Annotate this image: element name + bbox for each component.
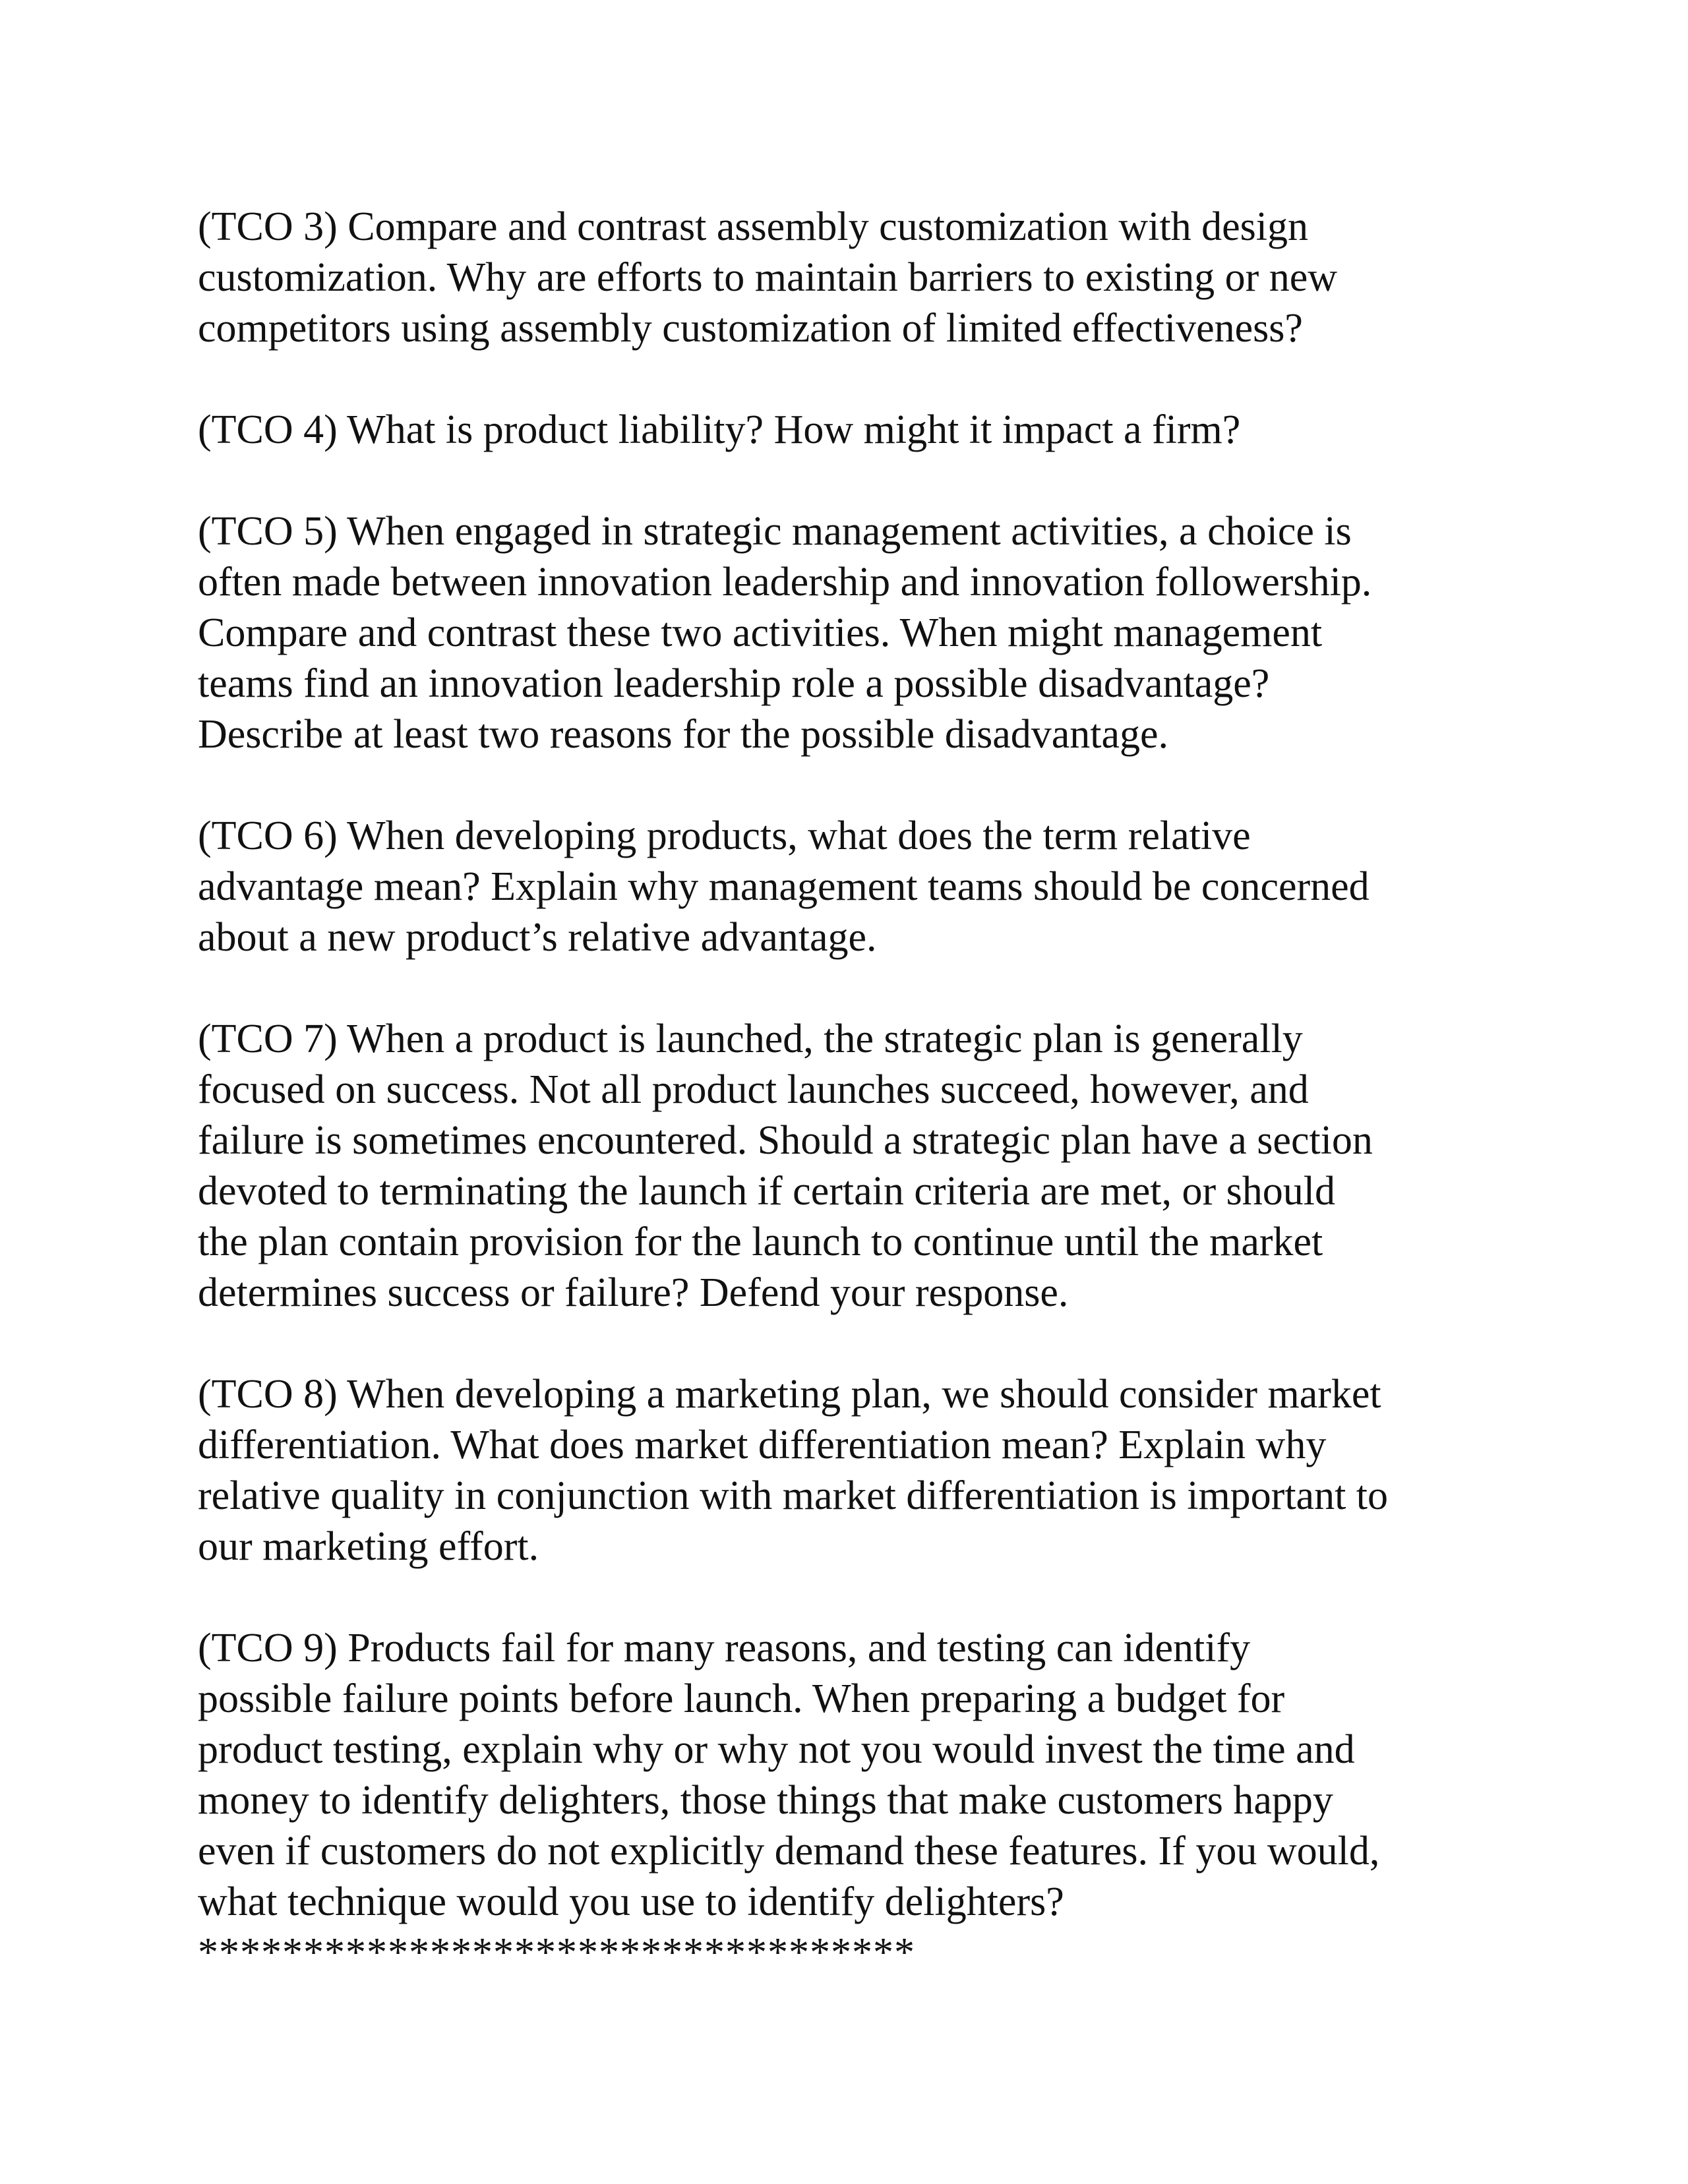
question-text — [198, 1369, 1517, 1572]
question-text — [198, 1014, 1517, 1318]
text-line: focused on success. Not all product launches succeed, however, and — [198, 1067, 1309, 1112]
text-line: our marketing effort. — [198, 1524, 539, 1569]
text-line: (TCO 8) When developing a marketing plan, we should consider market — [198, 1372, 1381, 1417]
question-text — [198, 811, 1517, 963]
document-body — [198, 202, 1517, 1978]
question-text — [198, 506, 1517, 760]
text-line: (TCO 5) When engaged in strategic management activities, a choice is — [198, 509, 1352, 554]
asterisk-separator: ********************************** — [198, 1930, 915, 1975]
text-line: possible failure points before launch. When preparing a budget for — [198, 1676, 1285, 1721]
question-text — [198, 1623, 1517, 1928]
text-line: Describe at least two reasons for the possible disadvantage. — [198, 712, 1169, 757]
text-line: (TCO 7) When a product is launched, the strategic plan is generally — [198, 1017, 1303, 1061]
text-line: (TCO 3) Compare and contrast assembly customization with design — [198, 204, 1308, 249]
text-line: often made between innovation leadership and innovation followership. — [198, 560, 1372, 605]
text-line: about a new product’s relative advantage. — [198, 915, 877, 960]
text-line: determines success or failure? Defend your response. — [198, 1270, 1069, 1315]
text-line: what technique would you use to identify delighters? — [198, 1879, 1064, 1924]
text-line: (TCO 4) What is product liability? How might it impact a firm? — [198, 407, 1241, 452]
text-line: product testing, explain why or why not you would invest the time and — [198, 1727, 1355, 1772]
question-tco-8 — [198, 1369, 1517, 1572]
text-line: customization. Why are efforts to maintain barriers to existing or new — [198, 255, 1338, 300]
text-line: differentiation. What does market differentiation mean? Explain why — [198, 1423, 1327, 1467]
text-line: (TCO 6) When developing products, what does the term relative — [198, 813, 1251, 858]
question-tco-9 — [198, 1623, 1517, 1928]
question-tco-6 — [198, 811, 1517, 963]
text-line: relative quality in conjunction with market differentiation is important to — [198, 1473, 1389, 1518]
text-line: competitors using assembly customization of limited effectiveness? — [198, 306, 1303, 351]
text-line: Compare and contrast these two activities. When might management — [198, 610, 1323, 655]
text-line: advantage mean? Explain why management teams should be concerned — [198, 864, 1370, 909]
text-line: the plan contain provision for the launch to continue until the market — [198, 1220, 1323, 1264]
text-line: failure is sometimes encountered. Should a strategic plan have a section — [198, 1118, 1373, 1163]
text-line: devoted to terminating the launch if certain criteria are met, or should — [198, 1169, 1336, 1214]
text-line: (TCO 9) Products fail for many reasons, and testing can identify — [198, 1626, 1251, 1670]
text-line: money to identify delighters, those things that make customers happy — [198, 1778, 1333, 1823]
question-tco-5 — [198, 506, 1517, 760]
question-text — [198, 405, 1517, 456]
question-tco-7 — [198, 1014, 1517, 1318]
question-tco-3 — [198, 202, 1517, 354]
question-text — [198, 202, 1517, 354]
text-line: teams find an innovation leadership role a possible disadvantage? — [198, 661, 1270, 706]
question-tco-4 — [198, 405, 1517, 456]
text-line: even if customers do not explicitly demand these features. If you would, — [198, 1829, 1380, 1874]
